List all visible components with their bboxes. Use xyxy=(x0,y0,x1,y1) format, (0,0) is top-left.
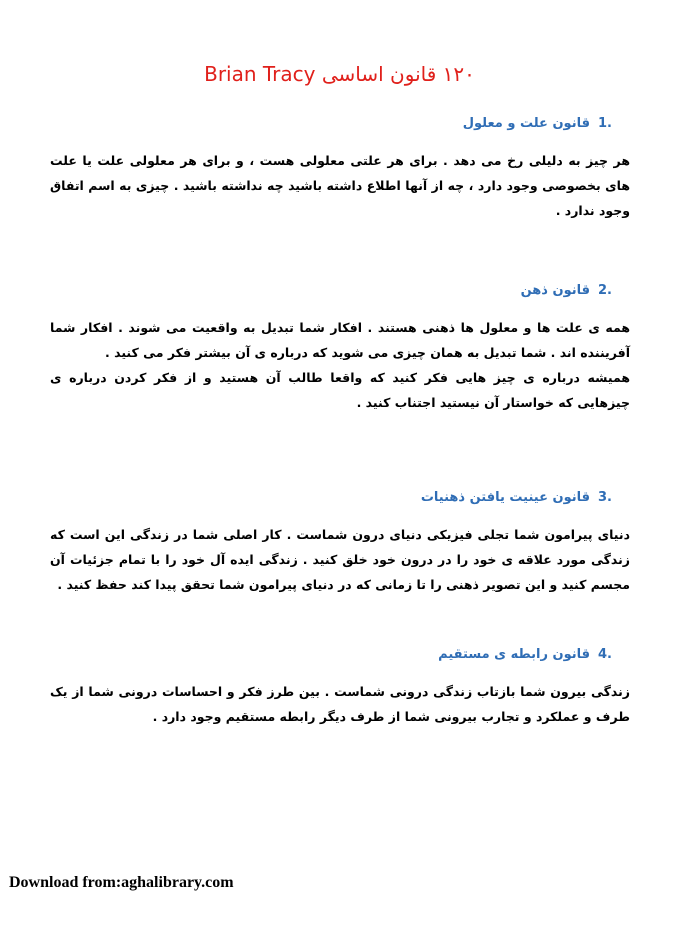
section-number: .3 xyxy=(598,490,612,505)
section-number: .2 xyxy=(598,283,612,298)
download-footer: Download from:aghalibrary.com xyxy=(9,874,234,891)
section-heading xyxy=(50,112,630,136)
section-paragraph: دنیای پیرامون شما تجلی فیزیکی دنیای درون شماست . کار اصلی شما در زندگی این است که زندگی مورد علاقه ی خود را در درون خود خلق کنید . زندگی ایده آل خود را با تمام جزئیات آن مجسم کنید و این تصویر ذهنی را تا زمانی که در دنیای پیرامون شما تحقق پیدا کند حفظ کنید . xyxy=(50,527,630,592)
section-heading-text: قانون رابطه ی مستقیم xyxy=(438,647,590,662)
law-section-mental-realization xyxy=(50,486,630,597)
law-section-cause-effect xyxy=(50,112,630,223)
section-paragraph: همیشه درباره ی چیز هایی فکر کنید که واقعا طالب آن هستید و از فکر کردن درباره ی چیزهایی که خواستار آن نیستید اجتناب کنید . xyxy=(50,370,630,410)
section-number: .1 xyxy=(598,116,612,131)
section-number: .4 xyxy=(598,647,612,662)
section-heading-text: قانون علت و معلول xyxy=(462,116,590,131)
section-paragraph: همه ی علت ها و معلول ها ذهنی هستند . افکار شما تبدیل به واقعیت می شوند . افکار شما آفریننده اند . شما تبدیل به همان چیزی می شوید که درباره ی آن بیشتر فکر می کنید . xyxy=(50,320,630,360)
section-paragraph: هر چیز به دلیلی رخ می دهد . برای هر علتی معلولی هست ، و برای هر معلولی علت یا علت های بخصوصی وجود دارد ، چه از آنها اطلاع داشته باشید چه نداشته باشید . چیزی به اسم اتفاق وجود ندارد . xyxy=(50,153,630,218)
section-heading-text: قانون ذهن xyxy=(520,283,590,298)
section-heading-text: قانون عینیت یافتن ذهنیات xyxy=(420,490,590,505)
law-section-mind xyxy=(50,279,630,415)
law-section-direct-relation xyxy=(50,643,630,729)
section-heading xyxy=(50,643,630,667)
section-heading xyxy=(50,486,630,510)
page-title: ۱۲۰ قانون اساسی Brian Tracy xyxy=(204,62,475,86)
section-heading xyxy=(50,279,630,303)
section-paragraph: زندگی بیرون شما بازتاب زندگی درونی شماست . بین طرز فکر و احساسات درونی شما از یک طرف و عملکرد و تجارب بیرونی شما از طرف دیگر رابطه مستقیم وجود دارد . xyxy=(50,684,630,724)
